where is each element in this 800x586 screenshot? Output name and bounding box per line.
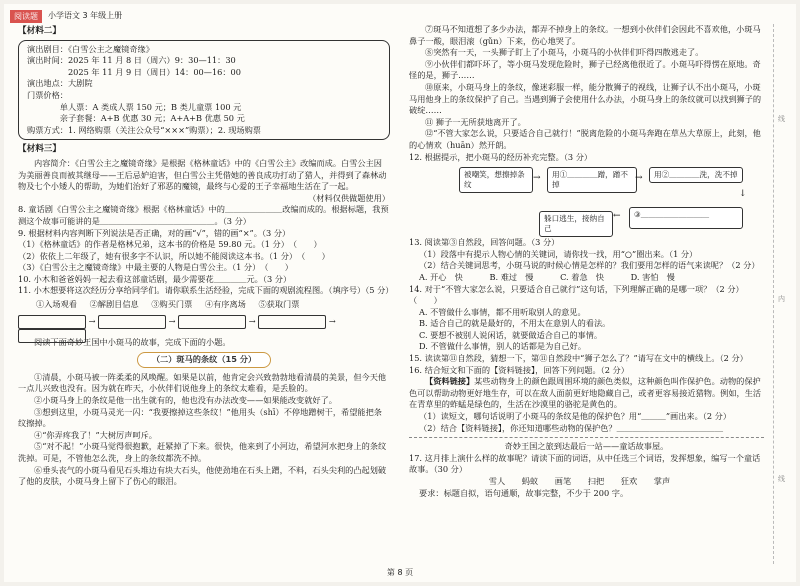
divider: [409, 437, 764, 438]
flow-blank-box[interactable]: [18, 315, 86, 329]
question-15: 15. 读读第⑪自然段，猜想一下，第⑪自然段中“狮子怎么了？”请写在文中的横线上。（2 分）: [409, 353, 748, 364]
flow-blank-box[interactable]: [98, 315, 166, 329]
binding-mark: 内: [778, 295, 785, 303]
question-13: 13. 阅读第③自然段，回答问题。（3 分）: [409, 237, 560, 248]
diagram-box-start: 被嘲笑，想擦掉条纹: [459, 167, 533, 193]
page-number: 第 8 页: [386, 568, 414, 577]
story-paragraph: ⑨小伙伴们都吓坏了，等小斑马发现危险时，狮子已经离他很近了。小斑马吓得愣在原地。奇怪的是，狮子……: [409, 58, 761, 81]
arrow-icon: →: [635, 173, 643, 184]
question-13-1: （1）段落中有提示人物心情的关键词，请你找一找，用“○”圈出来。（1 分）: [419, 248, 698, 259]
left-column: [18, 24, 394, 488]
option[interactable]: B. 难过 慢: [489, 271, 534, 282]
option[interactable]: A. 开心 快: [419, 271, 463, 282]
info-line: 单人票：A 类成人票 150 元；B 类儿童票 100 元: [27, 101, 242, 112]
material-2-title: 【材料二】: [18, 26, 61, 36]
diagram-box-blank-2[interactable]: 用②＿＿＿＿洗，洗不掉: [649, 167, 743, 183]
flow-blank-box[interactable]: [258, 315, 326, 329]
worksheet-page: [4, 4, 796, 582]
flow-blank-box[interactable]: [18, 329, 86, 343]
option[interactable]: D. 害怕 慢: [630, 271, 675, 282]
flow-step-label: ②解剧目信息: [89, 299, 139, 310]
link-text: 某些动物身上的颜色跟周围环境的颜色类似，这种颜色叫作保护色。动物的保护色可以帮助动物更好地生存，可以在敌人面前更好地隐藏自己，或者更容易接近猎物。例如，生活在青草里的蚱蜢是绿色的，生活在沙漠里的骆驼是黄色的。: [409, 376, 762, 410]
info-line: 演出地点：大剧院: [27, 78, 93, 89]
question-9-item: （3）《白雪公主之魔镜奇缘》中最主要的人物是白雪公主。（1 分） （ ）: [18, 262, 293, 273]
question-10: 10. 小木和爸爸妈妈一起去看这部童话剧，最少需要花＿＿＿＿元。（3 分）: [18, 273, 292, 284]
info-line: 购票方式：1. 网络购票（关注公众号“×××”购票）；2. 现场购票: [27, 124, 261, 135]
story-paragraph: ⑧突然有一天，一头狮子盯上了小斑马，小斑马的小伙伴们吓得四散逃走了。: [425, 47, 704, 58]
option[interactable]: A. 不管做什么事情，都不用听取别人的意见。: [419, 306, 586, 317]
question-16-1: （1）读短文，哪句话说明了小斑马的条纹是他的保护色？用“＿＿＿”画出来。（2 分）: [419, 411, 732, 422]
diagram-box-end: 躲口逃生，接纳自己: [539, 211, 613, 237]
question-9-item: （2）依依上二年级了，她有很多字不认识，所以她不能阅读这本书。（1 分） （ ）: [18, 250, 330, 261]
flow-step-label: ⑤获取门票: [258, 299, 300, 310]
question-9-item: （1）《格林童话》的作者是格林兄弟，这本书的价格是 59.80 元。（1 分） （ ）: [18, 239, 322, 250]
word: 雪人: [488, 476, 506, 486]
word: 蚂蚁: [521, 476, 539, 486]
question-9: 9. 根据材料内容判断下列说法是否正确，对的画“√”，错的画“×”。（3 分）: [18, 227, 291, 238]
material-3-title: 【材料三】: [18, 144, 61, 155]
story-paragraph: ②小斑马身上的条纹是他一出生就有的，他也没有办法改变——如果能改变就好了。: [34, 395, 337, 406]
info-line: 演出时间：2025 年 11 月 8 日（周六）9：30—11：30: [27, 55, 236, 66]
question-11: 11. 小木想要将这次经历分享给同学们。请你联系生活经验，完成下面的观剧流程图。（填序号）（5 分）: [18, 285, 394, 296]
reading-intro: 阅读下面奇妙王国中小斑马的故事，完成下面的小题。: [34, 336, 231, 347]
word: 狂欢: [620, 476, 638, 486]
question-12: 12. 根据提示，把小斑马的经历补充完整。（3 分）: [409, 151, 593, 162]
flow-step-label: ④有序离场: [204, 299, 246, 310]
flowchart-blanks: → → → →: [18, 315, 390, 333]
info-line: 2025 年 11 月 9 日（周日）14：00—16：00: [27, 66, 241, 77]
story-paragraph: ⑦斑马不知道想了多少办法，都弄不掉身上的条纹。一想到小伙伴们会因此不喜欢他，小斑马鼻子一酸，眼泪滚（gǔn）下来，伤心地哭了。: [409, 24, 761, 46]
question-8: 8. 童话剧《白雪公主之魔镜奇缘》根据《格林童话》中的＿＿＿＿＿＿＿改编而成的。根据标题，我预测这个故事可能讲的是＿＿＿＿＿＿＿＿＿＿＿＿＿＿。（3 分）: [18, 204, 389, 226]
binding-margin: [773, 24, 788, 564]
link-title: 【资料链接】: [425, 376, 475, 387]
option[interactable]: C. 要想不被别人说闲话，就要做适合自己的事情。: [419, 329, 603, 340]
header-title: 小学语文 3 年级上册: [48, 11, 123, 20]
right-column: [409, 24, 764, 499]
flow-step-label: ③购买门票: [151, 299, 193, 310]
story-paragraph: ①清晨，小斑马被一阵柔柔的风唤醒。如果是以前，他肯定会兴致勃勃地看清晨的美景，但今天他一点儿兴致也没有。因为就在昨天，小伙伴们说他身上的条纹太难看，是丢脸的。: [18, 371, 387, 394]
section-title-banner: [18, 352, 390, 368]
info-line: 门票价格：: [27, 89, 68, 100]
content-summary: 内容简介：《白雪公主之魔镜奇缘》是根据《格林童话》中的《白雪公主》改编而成。白雪公主因为美丽善良而被其继母——王后忌妒迫害，但白雪公主凭借她的善良成功打动了猎人，并得到了森林动物及七个小矮人的帮助，为她们治好了邪恶的魔镜，最终与心爱的王子幸福地生活在了一起。: [18, 157, 387, 192]
flow-blank-box[interactable]: [178, 315, 246, 329]
word: 画笔: [554, 476, 572, 486]
flow-step-label: ①入场观看: [36, 299, 77, 310]
header-badge: 阅读题: [10, 10, 42, 23]
performance-info-box: [18, 40, 390, 141]
option[interactable]: B. 适合自己的就是最好的，不用太在意别人的看法。: [419, 318, 611, 329]
diagram-box-blank-1[interactable]: 用①＿＿＿＿蹭，蹭不掉: [547, 167, 637, 193]
writing-requirements: 要求：标题自拟，语句通顺，故事完整，不少于 200 字。: [419, 487, 629, 498]
experience-diagram: [409, 165, 764, 235]
story-paragraph: ④“你弄疼我了！”大树厉声呵斥。: [34, 429, 157, 440]
arrow-left-icon: ←: [613, 211, 621, 222]
story-paragraph: ⑩原来，小斑马身上的条纹，像迷彩服一样，能分散狮子的视线，让狮子认不出小斑马，小斑马用他身上的条纹保护了自己。当遇到狮子会使用什么办法，小斑马身上的条纹就可以找到狮子的破绽……: [409, 81, 762, 116]
question-13-options: [409, 272, 764, 284]
option[interactable]: C. 着急 快: [560, 271, 605, 282]
question-17: 17. 这月排上演什么样的故事呢？请读下面的词语，从中任选三个词语，发挥想象，编写一个童话故事。（30 分）: [409, 452, 761, 475]
diagram-box-blank-3[interactable]: ③＿＿＿＿＿＿＿＿＿: [629, 207, 743, 229]
story-paragraph: ⑫“不管大家怎么说，只要适合自己就行！”脱离危险的小斑马奔跑在草丛大草原上，此刻，他的心情欢（huān）然开朗。: [409, 128, 761, 150]
binding-mark: 线: [778, 475, 785, 483]
final-stop-banner: 奇妙王国之旅到达最后一站——童话故事屋。: [504, 441, 669, 452]
flow-step-labels: [36, 299, 390, 311]
story-paragraph: ⑪ 狮子一无所获地离开了。: [425, 116, 526, 127]
story-paragraph: ⑤“对不起！”小斑马觉得很抱歉，赶紧掉了下来。很快，他来到了小河边，希望河水把身上的条纹洗掉。可是，不管他怎么洗，身上的条纹都洗不掉。: [18, 441, 387, 463]
story-paragraph: ③想到这里，小斑马灵光一闪：“我要擦掉这些条纹！”他用头（shī）不停地蹭树干，希望能把条纹擦掉。: [18, 406, 382, 429]
word: 扫把: [587, 476, 605, 486]
section-title: （二）斑马的条纹（15 分）: [137, 352, 271, 368]
info-line: 演出剧目：《白雪公主之魔镜奇缘》: [27, 43, 154, 54]
binding-mark: 线: [778, 115, 785, 123]
question-13-2: （2）结合关键词思考，小斑马说的时候心情是怎样的？我们要用怎样的语气来读呢？（2 分）: [419, 260, 760, 271]
story-paragraph: ⑥垂头丧气的小斑马看见石头堆边有块大石头，他使劲地在石头上蹭，不料，石头尖利的凸起划破了他的皮肤，小斑马身上留下了伤心的眼泪。: [18, 464, 387, 487]
material-note: （材料仅供做题使用）: [308, 192, 390, 203]
option[interactable]: D. 不管做什么事情，别人的话都是为自己好。: [419, 341, 587, 352]
question-16-2: （2）结合【资料链接】，你还知道哪些动物的保护色？＿＿＿＿＿＿＿＿＿＿＿＿＿: [419, 422, 724, 433]
arrow-icon: →: [533, 173, 541, 184]
question-14: 14. 对于“不管大家怎么说，只要适合自己就行”这句话，下列理解正确的是哪一项？（2 分） （ ）: [409, 283, 748, 306]
question-16: 16. 结合短文和下面的【资料链接】，回答下列问题。（2 分）: [409, 364, 629, 375]
word-list: [409, 476, 764, 488]
word: 掌声: [653, 476, 671, 486]
info-line: 亲子套餐：A+B 优惠 30 元；A+A+B 优惠 50 元: [27, 113, 245, 124]
arrow-down-icon: ↓: [739, 189, 747, 200]
